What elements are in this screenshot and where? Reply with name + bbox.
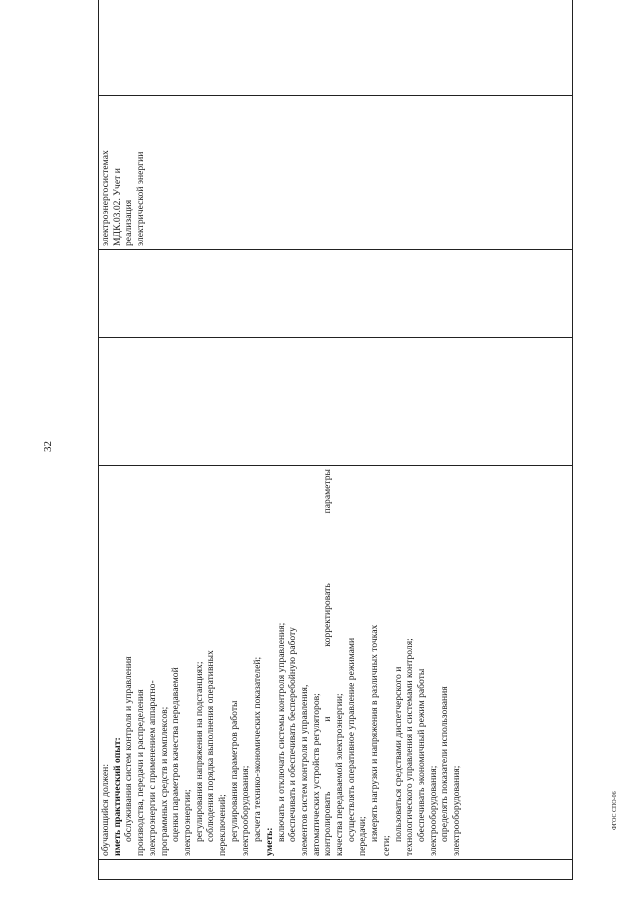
skills-line: включать и отключать системы контроля управления; <box>275 622 287 842</box>
module-line: электроэнергосистемах <box>100 150 111 246</box>
skills-line: пользоваться средствами диспетчерского и <box>392 666 404 842</box>
skills-line: измерять нагрузки и напряжения в различных точках <box>369 624 381 842</box>
skills-line: производства, передачи и распределения <box>135 689 147 856</box>
skills-line: электрооборудования; <box>427 765 439 856</box>
table-row <box>99 0 573 880</box>
skills-line: определять показатели использования <box>439 686 451 842</box>
skills-line: регулирования параметров работы <box>228 700 240 842</box>
skills-line: качества передаваемой электроэнергии; <box>334 693 346 856</box>
table-cell-competences <box>99 0 573 96</box>
skills-line: программных средств и комплексов; <box>158 706 170 856</box>
module-line: электрической энергии <box>135 151 147 246</box>
module-line: МДК.03.02. Учет и <box>111 168 123 246</box>
skills-line: обслуживания систем контроля и управления <box>123 656 135 842</box>
table-cell-hours-2 <box>99 250 573 338</box>
skills-line: электрооборудования; <box>451 765 463 856</box>
skills-line: расчета технико-экономических показателей; <box>252 656 264 842</box>
skills-line: передачи; <box>357 816 369 856</box>
skills-line: электроэнергии с применением аппаратно- <box>146 680 158 856</box>
module-line: реализация <box>123 199 135 246</box>
rotated-table-container <box>98 33 573 880</box>
skills-line: контролировать и корректировать параметры <box>322 469 334 856</box>
skills-line: электрооборудования; <box>240 765 252 856</box>
skills-line: регулирования напряжения на подстанциях; <box>193 661 205 842</box>
skills-line: осуществлять оперативное управление режимами <box>345 637 357 842</box>
skills-line: уметь: <box>263 827 275 856</box>
skills-line: сети; <box>380 835 392 856</box>
table-cell-skills <box>99 466 573 860</box>
skills-line: обеспечивать экономичный режим работы <box>415 668 427 842</box>
skills-line: обеспечивать и обеспечивать бесперебойную работу <box>287 627 299 842</box>
skills-line: элементов систем контроля и управления, <box>298 684 310 856</box>
module-list <box>100 99 147 246</box>
skills-line: технологического управления и системами контроля; <box>404 638 416 856</box>
skills-line: соблюдения порядка выполнения оперативных <box>205 650 217 842</box>
skills-line: переключений; <box>217 794 229 856</box>
page-number: 32 <box>42 441 54 452</box>
skills-line: автоматических устройств регуляторов; <box>310 693 322 856</box>
table-cell-hours-1 <box>99 338 573 466</box>
skills-line: иметь практический опыт: <box>111 737 123 856</box>
footer-code: ФГОС СПО-06 <box>612 791 618 830</box>
skills-list <box>100 469 463 856</box>
table-cell-index <box>99 860 573 880</box>
table-cell-module <box>99 96 573 250</box>
skills-line: оценки параметров качества передаваемой <box>170 667 182 842</box>
skills-line: электроэнергии; <box>181 789 193 856</box>
skills-line: обучающийся должен: <box>100 764 111 856</box>
curriculum-table <box>98 0 573 880</box>
